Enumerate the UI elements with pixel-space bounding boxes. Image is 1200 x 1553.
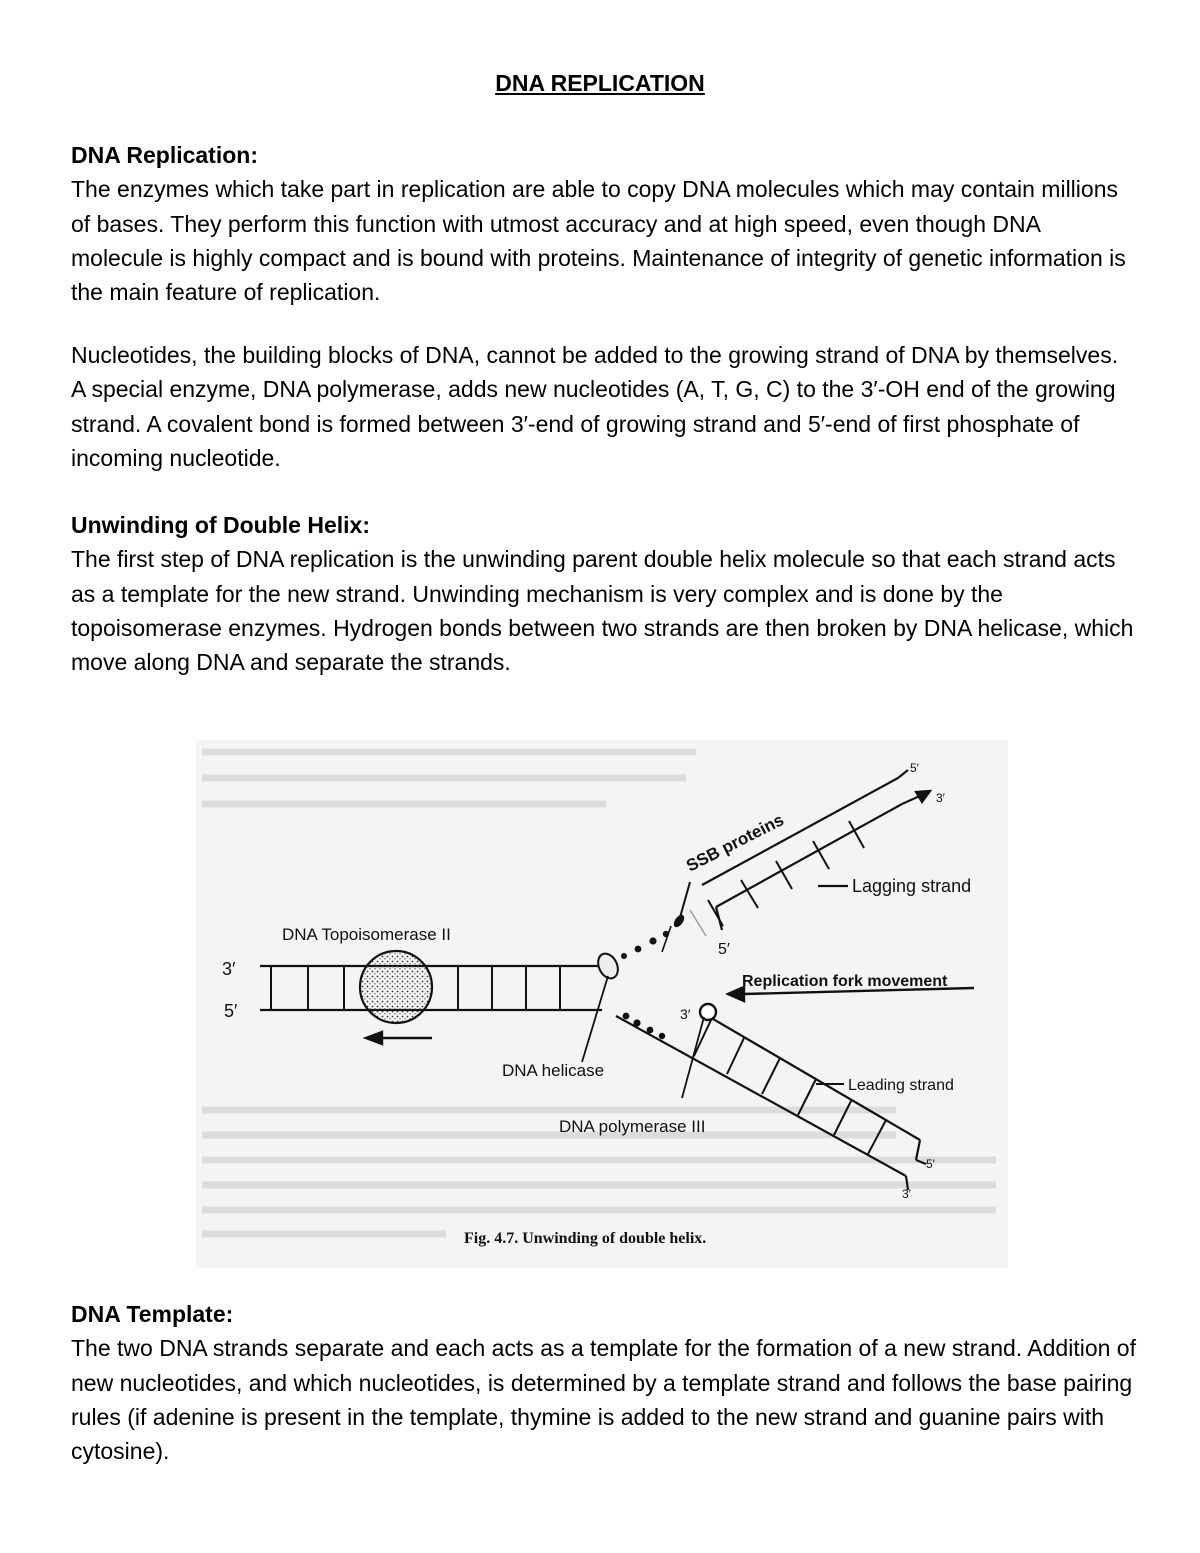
label-lagging-end-5: 5′ (910, 761, 919, 775)
figure-drawing (196, 740, 1008, 1268)
paragraph: The first step of DNA replication is the unwinding parent double helix molecule so that each strand acts as a template for the new strand. Unwinding mechanism is very complex and is done by the topoisomerase enzymes. Hydrogen bonds between two strands are then broken by DNA helicase, which move along DNA and separate the strands. (71, 546, 1134, 676)
paragraph: The two DNA strands separate and each acts as a template for the formation of a new strand. Addition of new nucleotides, and which nucleotides, is determined by a template strand and follows the base pairing rules (if adenine is present in the template, thymine is added to the new strand and guanine pairs with cytosine). (71, 1335, 1136, 1465)
label-ssb: SSB proteins (683, 810, 787, 876)
document-title: DNA REPLICATION (495, 70, 705, 96)
label-lagging: Lagging strand (852, 876, 972, 896)
label-helicase: DNA helicase (502, 1061, 605, 1080)
topoisomerase-sphere (360, 951, 432, 1023)
paragraph: Nucleotides, the building blocks of DNA, cannot be added to the growing strand of DNA by themselves. A special enzyme, DNA polymerase, adds new nucleotides (A, T, G, C) to the 3′-OH end of the growing strand. A covalent bond is formed between 3′-end of growing strand and 5′-end of first phosphate of incoming nucleotide. (71, 342, 1119, 471)
section-dna-replication (71, 138, 1136, 309)
label-parent-bottom-end: 5′ (224, 1001, 238, 1021)
label-polymerase: DNA polymerase III (559, 1117, 706, 1136)
label-leading-end-3: 3′ (902, 1187, 911, 1201)
figure-unwinding-double-helix (196, 740, 1008, 1268)
section-dna-replication-paragraph-2 (71, 338, 1136, 475)
polymerase-circle (700, 1004, 716, 1020)
section-dna-template (71, 1297, 1136, 1468)
label-lagging-end-3: 3′ (936, 791, 945, 805)
figure-caption: Fig. 4.7. Unwinding of double helix. (464, 1230, 707, 1247)
section-unwinding (71, 508, 1136, 679)
section-heading: DNA Replication: (71, 142, 258, 168)
section-heading: DNA Template: (71, 1301, 234, 1327)
figure-background (196, 740, 1008, 1268)
label-fork-movement: Replication fork movement (742, 973, 948, 990)
label-leading: Leading strand (848, 1077, 954, 1094)
label-leading-end-5: 5′ (926, 1157, 935, 1171)
section-heading: Unwinding of Double Helix: (71, 512, 370, 538)
label-leading-primer-end: 3′ (680, 1006, 691, 1022)
label-parent-top-end: 3′ (222, 959, 236, 979)
label-topoisomerase: DNA Topoisomerase II (282, 925, 451, 944)
paragraph: The enzymes which take part in replication are able to copy DNA molecules which may contain millions of bases. They perform this function with utmost accuracy and at high speed, even though DNA molecule is highly compact and is bound with proteins. Maintenance of integrity of genetic information is the main feature of replication. (71, 176, 1126, 306)
label-lagging-primer-end: 5′ (718, 941, 730, 958)
